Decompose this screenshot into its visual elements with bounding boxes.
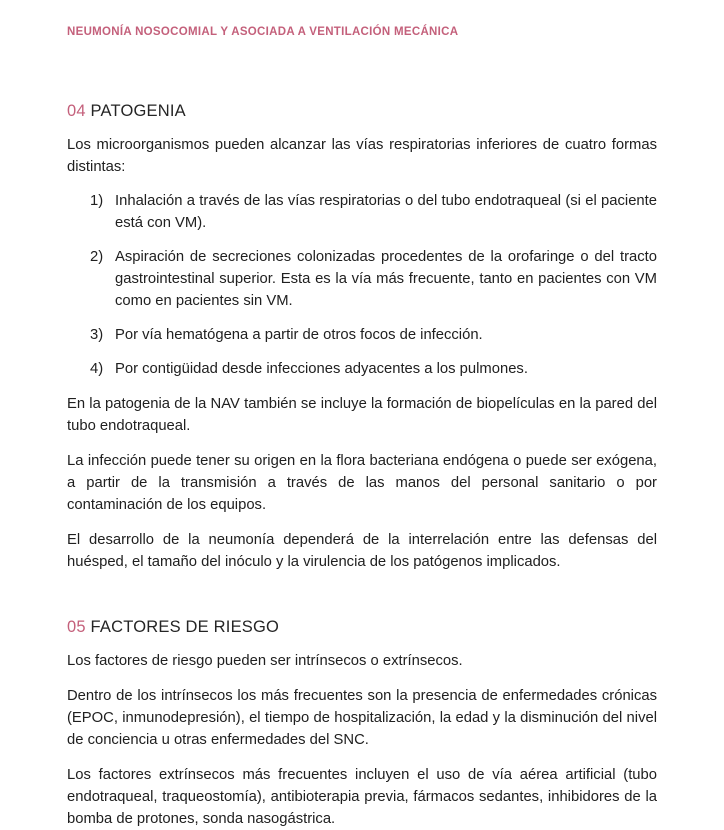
section-number: 04	[67, 102, 91, 120]
list-item-text: Aspiración de secreciones colonizadas procedentes de la orofaringe o del tracto gastrointestinal superior. Esta es la vía más frecuente, tanto en pacientes con VM como en pacientes sin VM.	[115, 249, 657, 309]
section-title: PATOGENIA	[90, 102, 186, 120]
numbered-list	[67, 190, 657, 380]
list-item-text: Inhalación a través de las vías respiratorias o del tubo endotraqueal (si el paciente está con VM).	[115, 193, 657, 231]
paragraph: Los factores extrínsecos más frecuentes incluyen el uso de vía aérea artificial (tubo endotraqueal, traqueostomía), antibioterapia previa, fármacos sedantes, inhibidores de la bomba de protones, sonda nasogástrica.	[67, 767, 657, 827]
paragraph: Los factores de riesgo pueden ser intrínsecos o extrínsecos.	[67, 653, 463, 669]
paragraph: La infección puede tener su origen en la flora bacteriana endógena o puede ser exógena, a partir de la transmisión a través de las manos del personal sanitario o por contaminación de los equipos.	[67, 453, 657, 513]
list-item-text: Por vía hematógena a partir de otros focos de infección.	[115, 327, 483, 343]
section-number: 05	[67, 618, 91, 636]
section-heading-patogenia	[67, 101, 657, 121]
list-item	[67, 246, 657, 312]
paragraph: El desarrollo de la neumonía dependerá de la interrelación entre las defensas del huésped, el tamaño del inóculo y la virulencia de los patógenos implicados.	[67, 532, 657, 570]
running-header: NEUMONÍA NOSOCOMIAL Y ASOCIADA A VENTILACIÓN MECÁNICA	[67, 26, 459, 38]
section-title: FACTORES DE RIESGO	[90, 618, 280, 636]
list-item	[67, 190, 657, 234]
paragraph: Dentro de los intrínsecos los más frecuentes son la presencia de enfermedades crónicas (EPOC, inmunodepresión), el tiempo de hospitalización, la edad y la disminución del nivel de conciencia u otras enfermedades del SNC.	[67, 688, 657, 748]
list-item-marker: 4)	[90, 361, 104, 377]
paragraph-intro: Los microorganismos pueden alcanzar las vías respiratorias inferiores de cuatro formas distintas:	[67, 137, 657, 175]
section-heading-factores-de-riesgo	[67, 617, 657, 637]
paragraph: En la patogenia de la NAV también se incluye la formación de biopelículas en la pared del tubo endotraqueal.	[67, 396, 657, 434]
list-item-marker: 1)	[90, 193, 104, 209]
list-item	[67, 358, 657, 380]
list-item-text: Por contigüidad desde infecciones adyacentes a los pulmones.	[115, 361, 528, 377]
list-item	[67, 324, 657, 346]
list-item-marker: 3)	[90, 327, 104, 343]
list-item-marker: 2)	[90, 249, 104, 265]
